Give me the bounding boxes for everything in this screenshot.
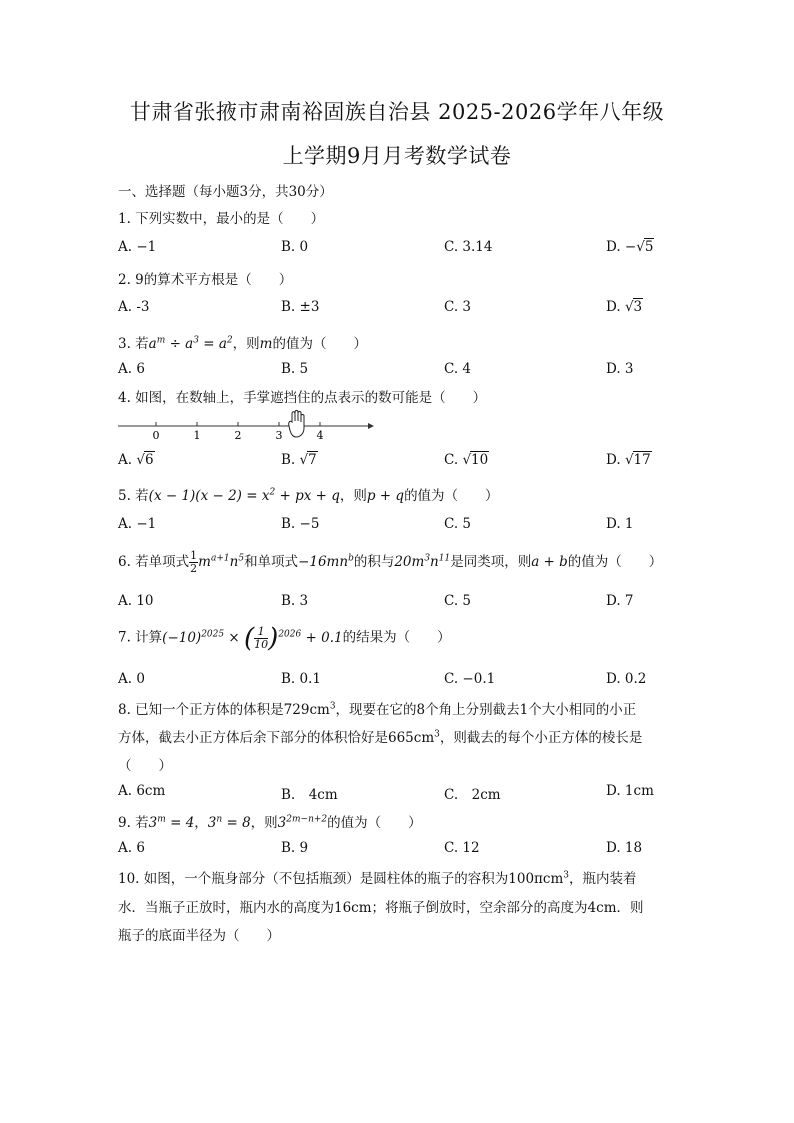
question-6-stem: 6. 若单项式 $\frac{1}{2}$ $m^{a+1}n^5$和单项式$-16mn^b$的积与$20m^3n^{11}$是同类项，则a + b的值为（ ） — [118, 549, 663, 575]
question-1-stem: 1. 下列实数中，最小的是（ ） — [118, 211, 325, 227]
sqrt-expression: √3 — [624, 299, 643, 315]
option-c: C. √10 — [444, 452, 489, 468]
option-b: B. 9 — [281, 840, 309, 856]
option-d: D. 1 — [606, 516, 634, 532]
sqrt-expression: √5 — [636, 239, 654, 255]
sqrt-expression: √7 — [299, 452, 317, 468]
question-8-options — [118, 783, 678, 801]
question-6-options — [118, 593, 678, 611]
option-a: A. 6cm — [118, 783, 166, 799]
option-c: C. 5 — [444, 593, 472, 609]
option-c: C. 3.14 — [444, 239, 493, 255]
formula: $3^{2m-n+2}$ — [277, 814, 328, 831]
option-b: B. 3 — [281, 593, 309, 609]
option-c: C. 3 — [444, 299, 472, 315]
question-9-options — [118, 840, 678, 858]
question-9-stem: 9. 若$3^m = 4$，$3^n = 8$，则$3^{2m-n+2}$的值为（ ） — [118, 814, 422, 831]
question-3-stem: 3. 若$a^m \div a^3 = a^2$，则m的值为（ ） — [118, 335, 367, 352]
option-b: B. ±3 — [281, 299, 320, 315]
option-d: D. 3 — [606, 361, 634, 377]
axis-tick-label: 2 — [234, 429, 242, 442]
formula-p-plus-q: p + q — [366, 488, 405, 504]
question-8-line-3: （ ） — [118, 758, 172, 774]
option-a: A. −1 — [118, 516, 157, 532]
option-b: B. 0 — [281, 239, 309, 255]
monomial-1: $m^{a+1}n^5$ — [198, 553, 245, 570]
question-1-options — [118, 239, 678, 257]
option-b: B. −5 — [281, 516, 320, 532]
axis-tick-label: 1 — [193, 429, 201, 442]
hand-icon — [289, 411, 304, 438]
option-b: B. √7 — [281, 452, 317, 468]
option-b: B. 5 — [281, 361, 309, 377]
option-a: A. −1 — [118, 239, 157, 255]
option-d: D. 0.2 — [606, 671, 647, 687]
option-d: D. 1cm — [606, 783, 654, 799]
title-line-1: 甘肃省张掖市肃南裕固族自治县 2025-2026学年八年级 — [129, 100, 665, 124]
sqrt-expression: √17 — [624, 452, 651, 468]
option-d: D. √17 — [606, 452, 651, 468]
option-d: D. √3 — [606, 299, 643, 315]
title-line-2: 上学期9月月考数学试卷 — [282, 144, 512, 168]
sqrt-expression: √6 — [136, 452, 154, 468]
option-c: C. 2cm — [444, 787, 501, 803]
question-10-line-2: 水．当瓶子正放时，瓶内水的高度为16cm；将瓶子倒放时，空余部分的高度为4cm．则 — [118, 900, 644, 916]
option-c: C. 4 — [444, 361, 472, 377]
section-heading: 一、选择题（每小题3分，共30分） — [118, 184, 333, 200]
formula: $(-10)^{2025}$ × ( $\frac{1}{10}$ )$^{2026}$ + 0.1 — [162, 623, 343, 653]
question-4-options — [118, 452, 678, 470]
question-10-line-3: 瓶子的底面半径为（ ） — [118, 928, 280, 944]
fraction-one-half: $\frac{1}{2}$ — [190, 549, 198, 575]
option-d: D. 18 — [606, 840, 643, 856]
axis-tick-label: 3 — [275, 429, 283, 442]
question-2-options — [118, 299, 678, 317]
question-5-options — [118, 516, 678, 534]
axis-tick-label: 4 — [316, 429, 324, 442]
option-b: B. 0.1 — [281, 671, 321, 687]
question-5-stem: 5. 若$(x - 1)(x - 2) = x^2$ + px + q，则p + q的值为（ ） — [118, 487, 499, 504]
formula: $3^n = 8$ — [207, 814, 251, 831]
option-b: B. 4cm — [281, 787, 338, 803]
axis-arrow-icon — [368, 423, 374, 429]
question-4-stem: 4. 如图，在数轴上，手掌遮挡住的点表示的数可能是（ ） — [118, 390, 487, 406]
axis-tick-label: 0 — [152, 429, 160, 442]
option-a: A. 6 — [118, 840, 145, 856]
option-c: C. −0.1 — [444, 671, 496, 687]
option-d: D. 7 — [606, 593, 634, 609]
question-7-options — [118, 671, 678, 689]
option-a: A. 10 — [118, 593, 154, 609]
option-a: A. -3 — [118, 299, 150, 315]
question-8-line-2: 方体，截去小正方体后余下部分的体积恰好是$665cm^3$，则截去的每个小正方体的棱长是 — [118, 729, 643, 746]
question-3-options — [118, 361, 678, 379]
question-10-line-1: 10. 如图，一个瓶身部分（不包括瓶颈）是圆柱体的瓶子的容积为100πcm$^3$，瓶内装着 — [118, 870, 637, 887]
formula: $a^m \div a^3 = a^2$ — [148, 335, 233, 352]
option-a: A. 0 — [118, 671, 145, 687]
option-a: A. 6 — [118, 361, 145, 377]
question-7-stem: 7. 计算$(-10)^{2025}$ × ( $\frac{1}{10}$ )$^{2026}$ + 0.1的结果为（ ） — [118, 623, 451, 653]
sqrt-expression: √10 — [462, 452, 489, 468]
question-8-line-1: 8. 已知一个正方体的体积是$729cm^3$，现要在它的8个角上分别截去1个大小相同的小正 — [118, 701, 637, 718]
option-a: A. √6 — [118, 452, 154, 468]
monomial-2: $-16mn^b$ — [298, 553, 354, 570]
option-c: C. 12 — [444, 840, 480, 856]
question-2-stem: 2. 9的算术平方根是（ ） — [118, 272, 293, 288]
formula-a-plus-b: a + b — [531, 554, 568, 570]
monomial-3: $20m^3n^{11}$ — [394, 553, 451, 570]
formula: $(x - 1)(x - 2) = x^2$ + px + q — [148, 487, 340, 504]
formula: $3^m = 4$ — [148, 814, 195, 831]
option-d: D. −√5 — [606, 239, 654, 255]
number-line-figure — [118, 410, 378, 444]
option-c: C. 5 — [444, 516, 472, 532]
